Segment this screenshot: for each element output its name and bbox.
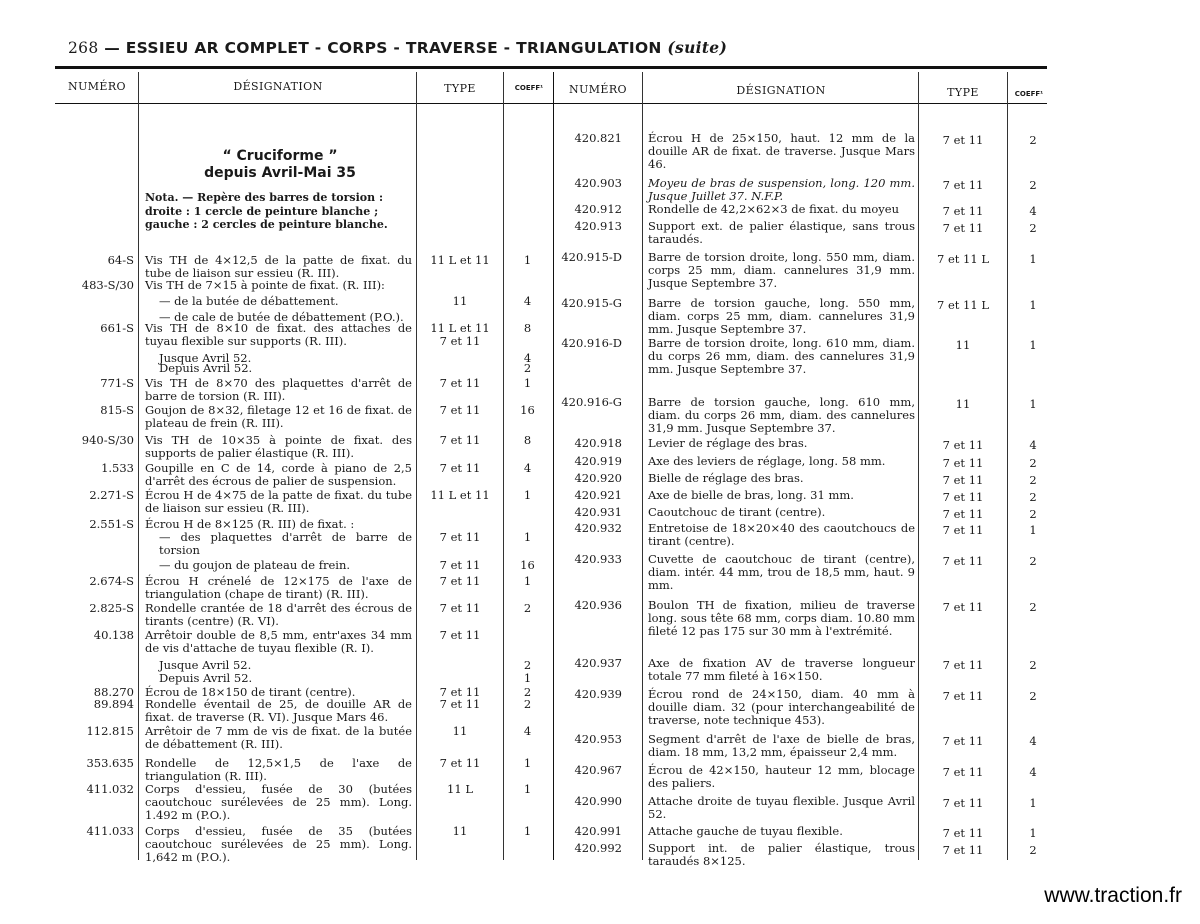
- col-divider: [553, 72, 554, 860]
- part-designation: Bielle de réglage des bras.: [648, 471, 804, 485]
- part-designation: Corps d'essieu, fusée de 35 (butées caoutchouc surélevées de 25 mm). Long. 1,642 m (P.O.).: [145, 824, 412, 864]
- part-coeff: 4: [523, 724, 532, 738]
- part-designation: Levier de réglage des bras.: [648, 436, 808, 450]
- part-coeff: 1: [1029, 523, 1037, 537]
- part-number: 420.918: [574, 436, 622, 450]
- part-designation: — de cale de butée de débattement (P.O.).: [159, 310, 404, 324]
- part-designation: Barre de torsion droite, long. 610 mm, diam. du corps 26 mm, diam. des cannelures 31,9 mm. Jusque Septembre 37.: [648, 336, 915, 376]
- part-number: 88.270: [93, 685, 134, 699]
- part-coeff: 1: [1029, 298, 1037, 312]
- part-number: 420.920: [574, 471, 622, 485]
- header-dash: —: [104, 39, 121, 57]
- part-coeff: 1: [523, 530, 532, 544]
- part-type: 7 et 11: [942, 554, 984, 568]
- part-designation: Barre de torsion gauche, long. 550 mm, diam. corps 25 mm, diam. cannelures 31,9 mm. Jusque Septembre 37.: [648, 296, 915, 336]
- part-designation: — de la butée de débattement.: [159, 294, 339, 308]
- part-type: 7 et 11: [439, 461, 481, 475]
- part-coeff: 1: [1029, 252, 1037, 266]
- part-designation: Attache gauche de tuyau flexible.: [648, 824, 843, 838]
- part-designation: Goujon de 8×32, filetage 12 et 16 de fixat. de plateau de frein (R. III).: [145, 403, 412, 430]
- part-designation: Segment d'arrêt de l'axe de bielle de bras, diam. 18 mm, 13,2 mm, épaisseur 2,4 mm.: [648, 732, 915, 759]
- part-type: 7 et 11: [439, 628, 481, 642]
- part-designation: Écrou H de 8×125 (R. III) de fixat. :: [145, 517, 355, 531]
- part-number: 420.967: [574, 763, 622, 777]
- part-coeff: 1: [523, 756, 532, 770]
- part-type: 7 et 11 L: [937, 298, 989, 312]
- col-header-type: TYPE: [444, 82, 476, 95]
- part-number: 771-S: [100, 376, 134, 390]
- part-type: 11: [955, 338, 971, 352]
- part-coeff: 16: [520, 403, 535, 417]
- part-type: 11 L et 11: [430, 488, 490, 502]
- part-type: 7 et 11: [942, 765, 984, 779]
- part-number: 420.939: [574, 687, 622, 701]
- page-number: 268: [68, 39, 99, 57]
- part-number: 420.916-D: [561, 336, 622, 350]
- col-header-coeff-right: COEFF¹: [1014, 90, 1044, 98]
- part-type: 7 et 11: [942, 507, 984, 521]
- part-coeff: 2: [1029, 507, 1037, 521]
- part-number: 420.903: [574, 176, 622, 190]
- part-number: 112.815: [86, 724, 134, 738]
- part-designation: Arrêtoir de 7 mm de vis de fixat. de la butée de débattement (R. III).: [145, 724, 412, 751]
- part-coeff: 2: [1029, 178, 1037, 192]
- part-coeff: 2: [1029, 658, 1037, 672]
- part-designation: Axe des leviers de réglage, long. 58 mm.: [648, 454, 886, 468]
- part-type: 7 et 11: [439, 601, 481, 615]
- part-coeff: 1: [1029, 397, 1037, 411]
- part-number: 89.894: [93, 697, 134, 711]
- col-header-designation-right: DÉSIGNATION: [736, 84, 826, 97]
- part-designation: Rondelle de 42,2×62×3 de fixat. du moyeu: [648, 202, 900, 216]
- part-designation: Jusque Avril 52.: [159, 658, 252, 672]
- part-number: 420.821: [574, 131, 622, 145]
- part-designation: Vis TH de 8×70 des plaquettes d'arrêt de barre de torsion (R. III).: [145, 376, 412, 403]
- part-coeff: 2: [1029, 843, 1037, 857]
- part-type-secondary: 7 et 11: [439, 334, 481, 348]
- col-divider: [503, 72, 504, 860]
- col-divider: [1007, 72, 1008, 860]
- part-coeff: 1: [523, 574, 532, 588]
- section-title: [145, 148, 415, 182]
- part-type: 11: [452, 724, 468, 738]
- part-coeff: 1: [523, 376, 532, 390]
- part-type: 7 et 11: [439, 376, 481, 390]
- part-number: 420.953: [574, 732, 622, 746]
- part-number: 420.992: [574, 841, 622, 855]
- part-coeff: 4: [1029, 438, 1037, 452]
- part-type: 11 L et 11: [430, 253, 490, 267]
- part-designation: Axe de bielle de bras, long. 31 mm.: [648, 488, 854, 502]
- part-designation: Barre de torsion droite, long. 550 mm, diam. corps 25 mm, diam. cannelures 31,9 mm. Jusque Septembre 37.: [648, 250, 915, 290]
- part-designation: Écrou H crénelé de 12×175 de l'axe de triangulation (chape de tirant) (R. III).: [145, 574, 412, 601]
- part-type: 7 et 11: [942, 133, 984, 147]
- part-number: 2.825-S: [89, 601, 134, 615]
- part-type: 11 L: [447, 782, 473, 796]
- part-designation: Moyeu de bras de suspension, long. 120 mm. Jusque Juillet 37. N.F.P.: [648, 176, 915, 203]
- part-number: 2.551-S: [89, 517, 134, 531]
- part-designation: Support int. de palier élastique, trous taraudés 8×125.: [648, 841, 915, 868]
- part-type: 7 et 11: [942, 204, 984, 218]
- part-number: 420.990: [574, 794, 622, 808]
- part-designation: Vis TH de 10×35 à pointe de fixat. des supports de palier élastique (R. III).: [145, 433, 412, 460]
- col-divider: [642, 72, 643, 860]
- col-divider: [138, 72, 139, 860]
- part-designation: — des plaquettes d'arrêt de barre de torsion: [159, 530, 412, 557]
- part-type: 7 et 11: [942, 178, 984, 192]
- col-divider: [918, 72, 919, 860]
- page-title-suite: (suite): [667, 38, 728, 57]
- part-type: 7 et 11: [942, 221, 984, 235]
- part-designation: Écrou de 18×150 de tirant (centre).: [145, 685, 356, 699]
- part-designation: Support ext. de palier élastique, sans trous taraudés.: [648, 219, 915, 246]
- part-type: 7 et 11: [439, 697, 481, 711]
- part-coeff: 4: [1029, 765, 1037, 779]
- part-designation: — du goujon de plateau de frein.: [159, 558, 351, 572]
- col-header-numero: NUMÉRO: [68, 80, 126, 93]
- part-coeff: 4: [523, 351, 532, 365]
- part-designation: Depuis Avril 52.: [159, 671, 253, 685]
- part-number: 40.138: [93, 628, 134, 642]
- part-designation: Rondelle crantée de 18 d'arrêt des écrous de tirants (centre) (R. VI).: [145, 601, 412, 628]
- part-designation: Vis TH de 4×12,5 de la patte de fixat. du tube de liaison sur essieu (R. III).: [145, 253, 412, 280]
- part-coeff: 1: [523, 671, 532, 685]
- part-number: 420.931: [574, 505, 622, 519]
- part-type: 7 et 11: [439, 756, 481, 770]
- part-number: 420.916-G: [561, 395, 622, 409]
- part-designation: Depuis Avril 52.: [159, 361, 253, 375]
- section-title-line1: “ Cruciforme ”: [222, 148, 338, 164]
- part-number: 940-S/30: [81, 433, 134, 447]
- part-number: 411.032: [86, 782, 134, 796]
- part-coeff: 2: [1029, 473, 1037, 487]
- part-number: 2.674-S: [89, 574, 134, 588]
- part-coeff: 2: [523, 361, 532, 375]
- part-number: 420.933: [574, 552, 622, 566]
- part-coeff: 2: [1029, 490, 1037, 504]
- part-designation: Entretoise de 18×20×40 des caoutchoucs de tirant (centre).: [648, 521, 915, 548]
- part-type: 7 et 11: [942, 438, 984, 452]
- part-number: 420.913: [574, 219, 622, 233]
- part-coeff: 16: [520, 558, 535, 572]
- col-divider: [416, 72, 417, 860]
- part-type: 7 et 11: [942, 843, 984, 857]
- part-number: 2.271-S: [89, 488, 134, 502]
- part-designation: Attache droite de tuyau flexible. Jusque Avril 52.: [648, 794, 915, 821]
- part-coeff: 1: [1029, 826, 1037, 840]
- part-number: 411.033: [86, 824, 134, 838]
- part-type: 11: [452, 824, 468, 838]
- part-designation: Cuvette de caoutchouc de tirant (centre), diam. intér. 44 mm, trou de 18,5 mm, haut. 9 mm.: [648, 552, 915, 592]
- part-number: 353.635: [86, 756, 134, 770]
- part-designation: Écrou rond de 24×150, diam. 40 mm à douille diam. 32 (pour interchangeabilité de traverse, note technique 453).: [648, 687, 915, 727]
- col-header-coeff: COEFF¹: [514, 84, 544, 92]
- part-designation: Rondelle éventail de 25, de douille AR de fixat. de traverse (R. VI). Jusque Mars 46.: [145, 697, 412, 724]
- part-number: 483-S/30: [81, 278, 134, 292]
- part-coeff: 2: [1029, 554, 1037, 568]
- part-coeff: 8: [523, 433, 532, 447]
- part-type: 7 et 11: [439, 530, 481, 544]
- part-designation: Jusque Avril 52.: [159, 351, 252, 365]
- part-coeff: 2: [1029, 456, 1037, 470]
- part-number: 420.932: [574, 521, 622, 535]
- part-number: 815-S: [100, 403, 134, 417]
- part-type: 7 et 11: [942, 734, 984, 748]
- part-coeff: 2: [523, 601, 532, 615]
- part-coeff: 2: [1029, 689, 1037, 703]
- part-type: 7 et 11: [942, 689, 984, 703]
- part-number: 1.533: [101, 461, 134, 475]
- part-type: 7 et 11: [439, 558, 481, 572]
- header-rule-top: [55, 66, 1047, 69]
- part-coeff: 1: [523, 824, 532, 838]
- part-designation: Rondelle de 12,5×1,5 de l'axe de triangulation (R. III).: [145, 756, 412, 783]
- page-title: ESSIEU AR COMPLET - CORPS - TRAVERSE - TRIANGULATION: [125, 39, 662, 57]
- part-type: 7 et 11: [439, 574, 481, 588]
- part-designation: Caoutchouc de tirant (centre).: [648, 505, 826, 519]
- part-coeff: 2: [523, 685, 532, 699]
- part-number: 420.921: [574, 488, 622, 502]
- part-designation: Barre de torsion gauche, long. 610 mm, diam. du corps 26 mm, diam. des cannelures 31,9 mm. Jusque Septembre 37.: [648, 395, 915, 435]
- part-coeff: 1: [523, 782, 532, 796]
- part-number: 420.915-G: [561, 296, 622, 310]
- part-number: 420.912: [574, 202, 622, 216]
- col-header-designation: DÉSIGNATION: [233, 80, 323, 93]
- part-type: 7 et 11: [942, 796, 984, 810]
- part-coeff: 1: [1029, 796, 1037, 810]
- part-coeff: 1: [1029, 338, 1037, 352]
- part-number: 420.991: [574, 824, 622, 838]
- part-designation: Écrou de 42×150, hauteur 12 mm, blocage des paliers.: [648, 763, 915, 790]
- part-type: 7 et 11: [942, 600, 984, 614]
- part-designation: Boulon TH de fixation, milieu de traverse long. sous tête 68 mm, corps diam. 10.80 mm fileté 12 pas 175 sur 30 mm à l'extrémité.: [648, 598, 915, 638]
- part-designation: Corps d'essieu, fusée de 30 (butées caoutchouc surélevées de 25 mm). Long. 1.492 m (P.O.).: [145, 782, 412, 822]
- page-header: [68, 38, 727, 57]
- part-designation: Goupille en C de 14, corde à piano de 2,5 d'arrêt des écrous de palier de suspension.: [145, 461, 412, 488]
- part-coeff: 2: [1029, 133, 1037, 147]
- part-number: 661-S: [100, 321, 134, 335]
- part-type: 7 et 11: [439, 685, 481, 699]
- part-type: 7 et 11 L: [937, 252, 989, 266]
- part-number: 420.919: [574, 454, 622, 468]
- header-rule-bottom: [55, 103, 1047, 104]
- col-header-numero-right: NUMÉRO: [569, 83, 627, 96]
- part-type: 7 et 11: [439, 403, 481, 417]
- watermark: www.traction.fr: [1044, 884, 1182, 907]
- part-type: 11 L et 11: [430, 321, 490, 335]
- part-number: 420.915-D: [561, 250, 622, 264]
- part-number: 64-S: [107, 253, 134, 267]
- part-coeff: 2: [523, 697, 532, 711]
- nota: Nota. — Repère des barres de torsion : droite : 1 cercle de peinture blanche ; gauche : 2 cercles de peinture blanche.: [145, 191, 388, 231]
- part-coeff: 2: [523, 658, 532, 672]
- part-coeff: 2: [1029, 600, 1037, 614]
- part-number: 420.936: [574, 598, 622, 612]
- part-coeff: 2: [1029, 221, 1037, 235]
- part-designation: Écrou H de 4×75 de la patte de fixat. du tube de liaison sur essieu (R. III).: [145, 488, 412, 515]
- part-type: 7 et 11: [942, 523, 984, 537]
- part-coeff: 4: [523, 294, 532, 308]
- part-type: 7 et 11: [942, 490, 984, 504]
- part-designation: Vis TH de 8×10 de fixat. des attaches de tuyau flexible sur supports (R. III).: [145, 321, 412, 348]
- part-type: 7 et 11: [439, 433, 481, 447]
- part-number: 420.937: [574, 656, 622, 670]
- part-coeff: 8: [523, 321, 532, 335]
- part-type: 11: [955, 397, 971, 411]
- part-designation: Écrou H de 25×150, haut. 12 mm de la douille AR de fixat. de traverse. Jusque Mars 46.: [648, 131, 915, 171]
- part-designation: Vis TH de 7×15 à pointe de fixat. (R. III):: [145, 278, 385, 292]
- part-type: 7 et 11: [942, 456, 984, 470]
- col-header-type-right: TYPE: [947, 86, 979, 99]
- part-type: 7 et 11: [942, 826, 984, 840]
- part-designation: Axe de fixation AV de traverse longueur totale 77 mm fileté à 16×150.: [648, 656, 915, 683]
- part-coeff: 1: [523, 488, 532, 502]
- part-coeff: 4: [1029, 734, 1037, 748]
- part-type: 7 et 11: [942, 658, 984, 672]
- part-coeff: 1: [523, 253, 532, 267]
- section-title-line2: depuis Avril-Mai 35: [204, 165, 356, 181]
- part-type: 11: [452, 294, 468, 308]
- part-type: 7 et 11: [942, 473, 984, 487]
- part-coeff: 4: [523, 461, 532, 475]
- part-coeff: 4: [1029, 204, 1037, 218]
- part-designation: Arrêtoir double de 8,5 mm, entr'axes 34 mm de vis d'attache de tuyau flexible (R. I).: [145, 628, 412, 655]
